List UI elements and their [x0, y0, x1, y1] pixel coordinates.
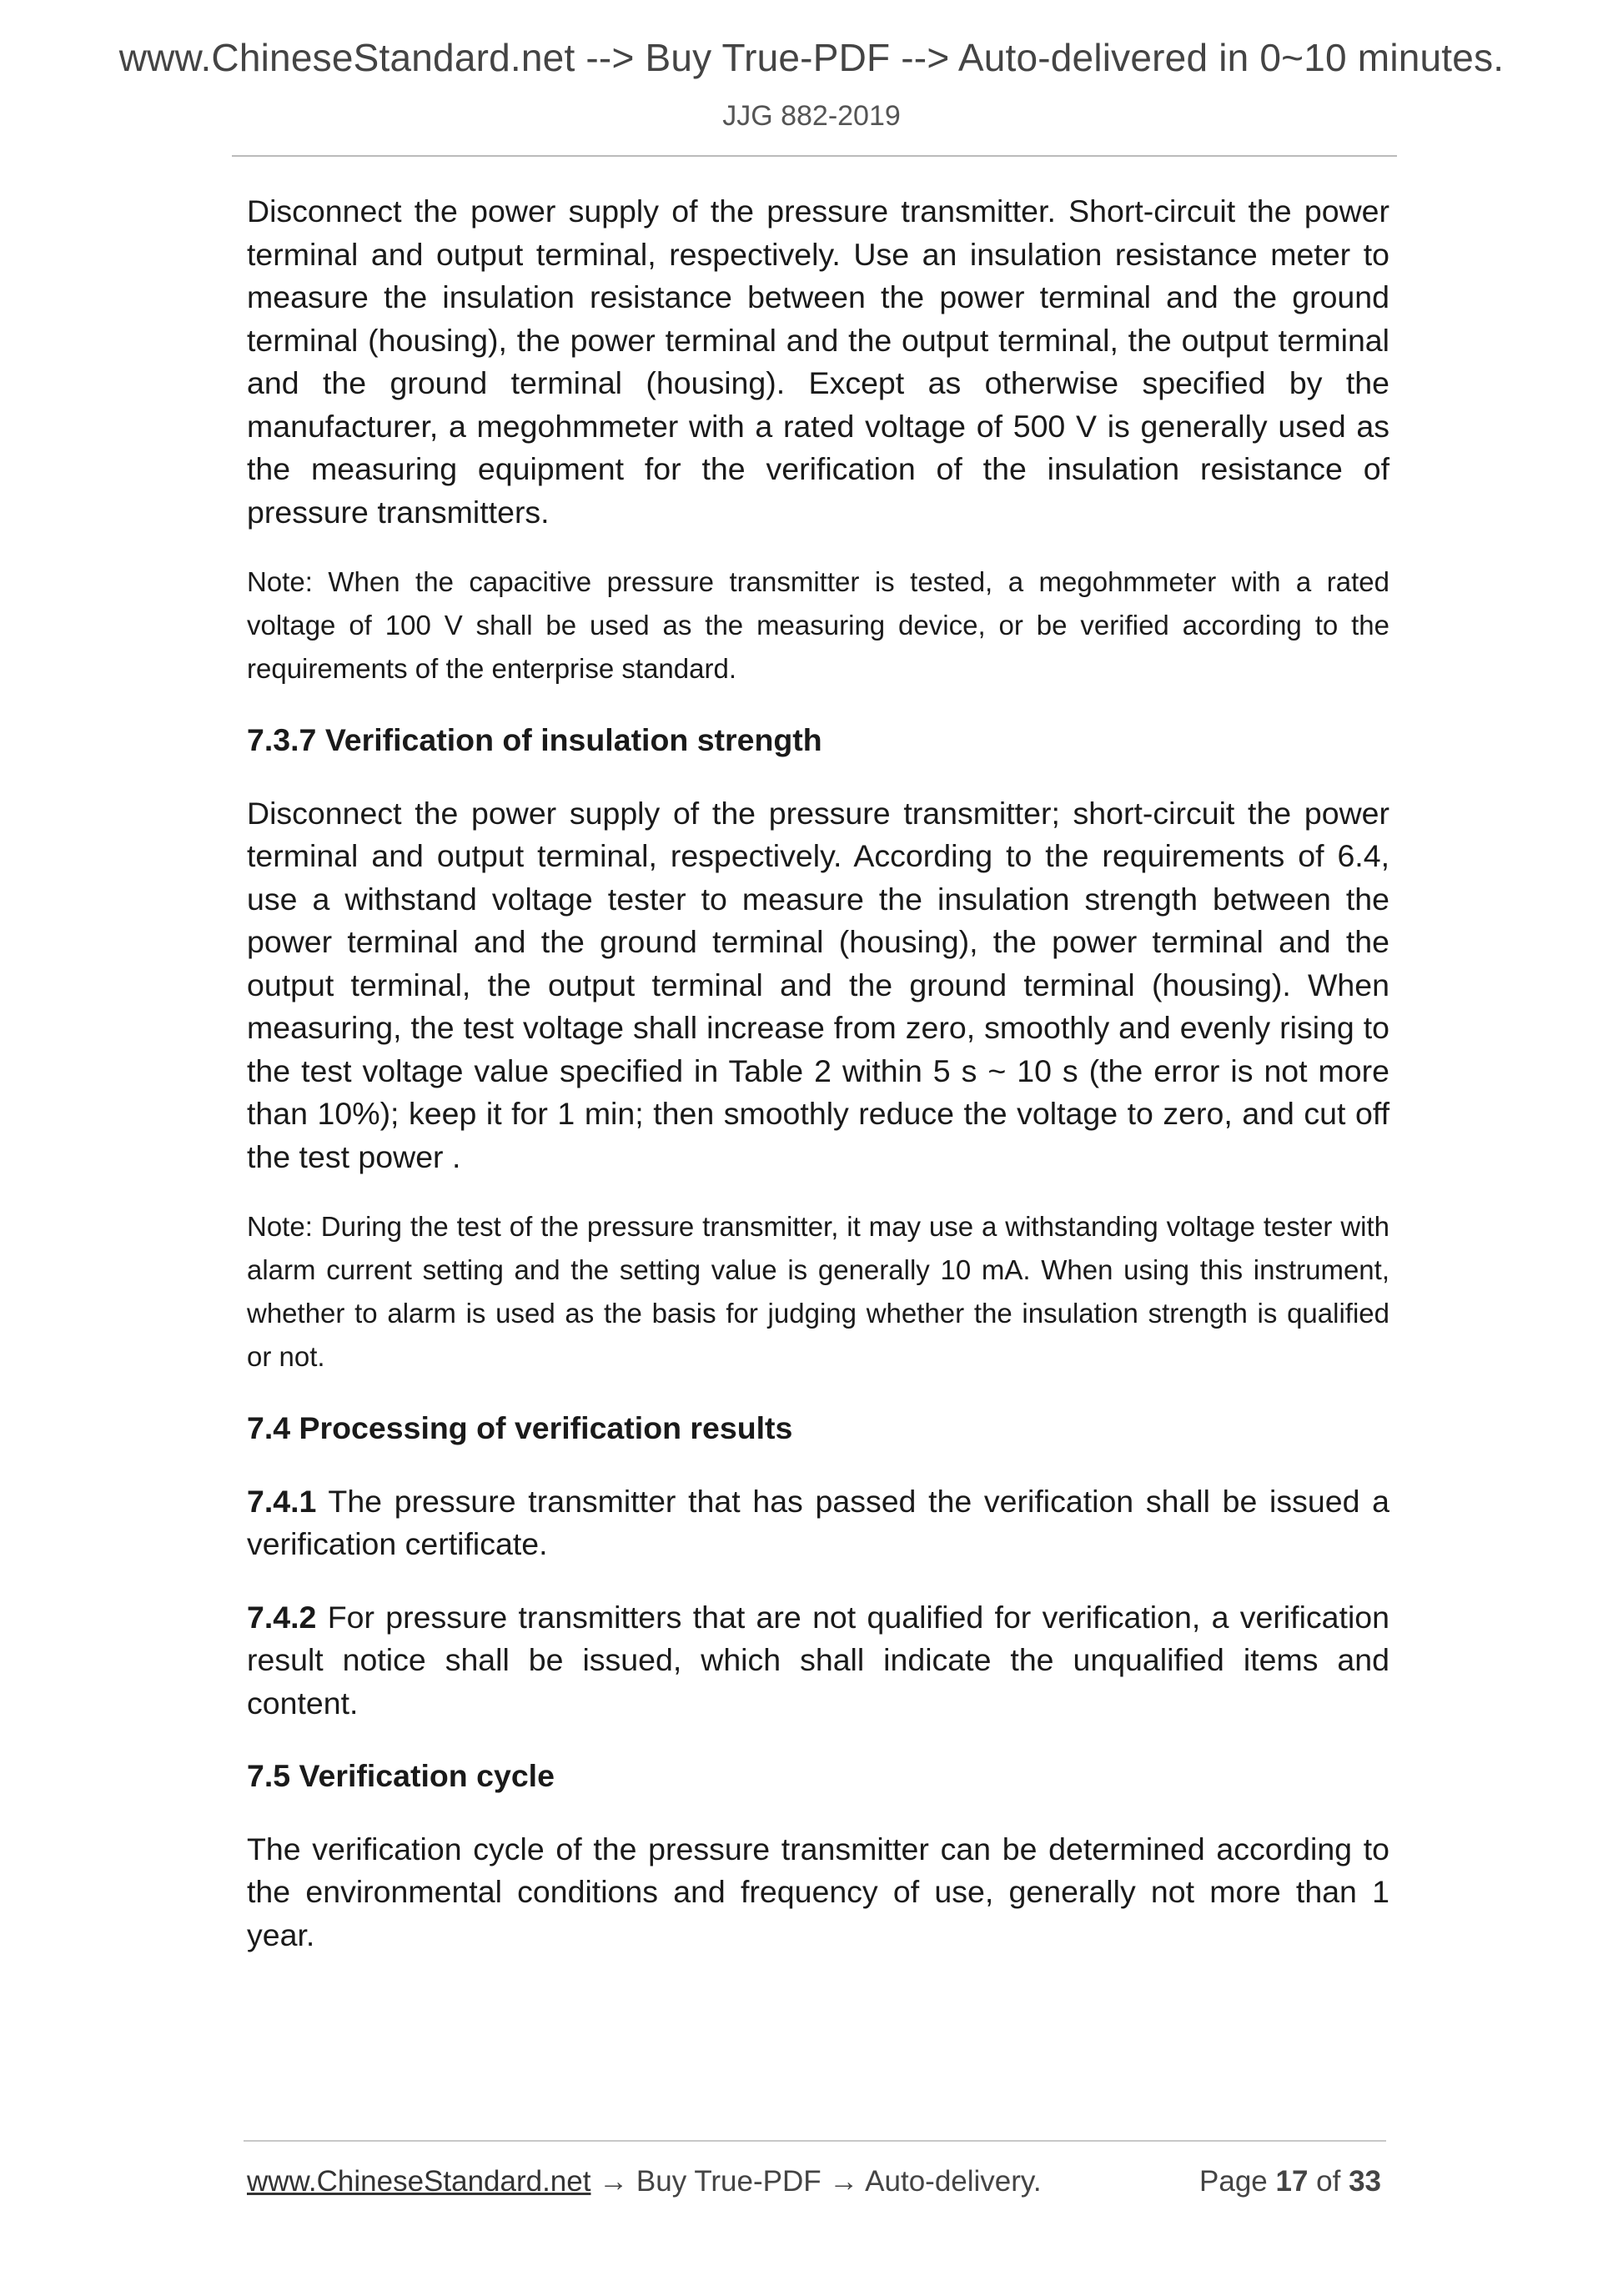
clause-7-4-1: [247, 1480, 1389, 1566]
clause-text: For pressure transmitters that are not qualified for verification, a verification result notice shall be issued, which shall indicate the unqualified items and content.: [247, 1599, 1389, 1721]
heading-7-4: 7.4 Processing of verification results: [247, 1410, 793, 1445]
of-label: of: [1308, 2165, 1349, 2198]
clause-number: 7.4.1: [247, 1483, 317, 1519]
paragraph-insulation-resistance: Disconnect the power supply of the pressure transmitter. Short-circuit the power terminal and output terminal, respectively. Use an insulation resistance meter to measure the insulation resistance between the power terminal and the ground terminal (housing), the power terminal and the output terminal, the output terminal and the ground terminal (housing). Except as otherwise specified by the manufacturer, a megohmmeter with a rated voltage of 500 V is generally used as the measuring equipment for the verification of the insulation resistance of pressure transmitters.: [247, 193, 1389, 530]
clause-7-4-2: [247, 1596, 1389, 1726]
clause-number: 7.4.2: [247, 1599, 317, 1635]
note-capacitive-transmitter: Note: When the capacitive pressure transmitter is tested, a megohmmeter with a rated voltage of 100 V shall be used as the measuring device, or be verified according to the requirements of the enterprise standard.: [247, 566, 1389, 684]
footer-divider: [244, 2140, 1386, 2142]
top-banner: www.ChineseStandard.net --> Buy True-PDF --> Auto-delivered in 0~10 minutes.: [118, 36, 1505, 79]
paragraph-verification-cycle: The verification cycle of the pressure transmitter can be determined according to the environmental conditions and frequency of use, generally not more than 1 year.: [247, 1831, 1389, 1952]
note-withstand-voltage-tester: Note: During the test of the pressure transmitter, it may use a withstanding voltage tester with alarm current setting and the setting value is generally 10 mA. When using this instrument, whether to alarm is used as the basis for judging whether the insulation strength is qualified or not.: [247, 1211, 1389, 1372]
page-content: [247, 190, 1389, 1987]
clause-text: The pressure transmitter that has passed the verification shall be issued a verification certificate.: [247, 1483, 1389, 1561]
paragraph-insulation-strength: Disconnect the power supply of the pressure transmitter; short-circuit the power terminal and output terminal, respectively. According to the requirements of 6.4, use a withstand voltage tester to measure the insulation strength between the power terminal and the ground terminal (housing), the power terminal and the output terminal, the output terminal and the ground terminal (housing). When measuring, the test voltage shall increase from zero, smoothly and evenly rising to the test voltage value specified in Table 2 within 5 s ~ 10 s (the error is not more than 10%); keep it for 1 min; then smoothly reduce the voltage to zero, and cut off the test power .: [247, 795, 1389, 1174]
page-label: Page: [1199, 2165, 1276, 2198]
current-page-number: 17: [1275, 2165, 1309, 2198]
heading-7-3-7: 7.3.7 Verification of insulation strength: [247, 722, 822, 757]
heading-7-5: 7.5 Verification cycle: [247, 1758, 555, 1793]
footer-promo-text: → Buy True-PDF → Auto-delivery.: [590, 2165, 1042, 2198]
document-code: JJG 882-2019: [722, 100, 901, 132]
page-indicator: [1199, 2165, 1381, 2198]
header-divider: [232, 155, 1397, 157]
footer-promo: [247, 2165, 1042, 2198]
total-pages: 33: [1349, 2165, 1381, 2198]
footer-website-link[interactable]: www.ChineseStandard.net: [247, 2165, 591, 2198]
